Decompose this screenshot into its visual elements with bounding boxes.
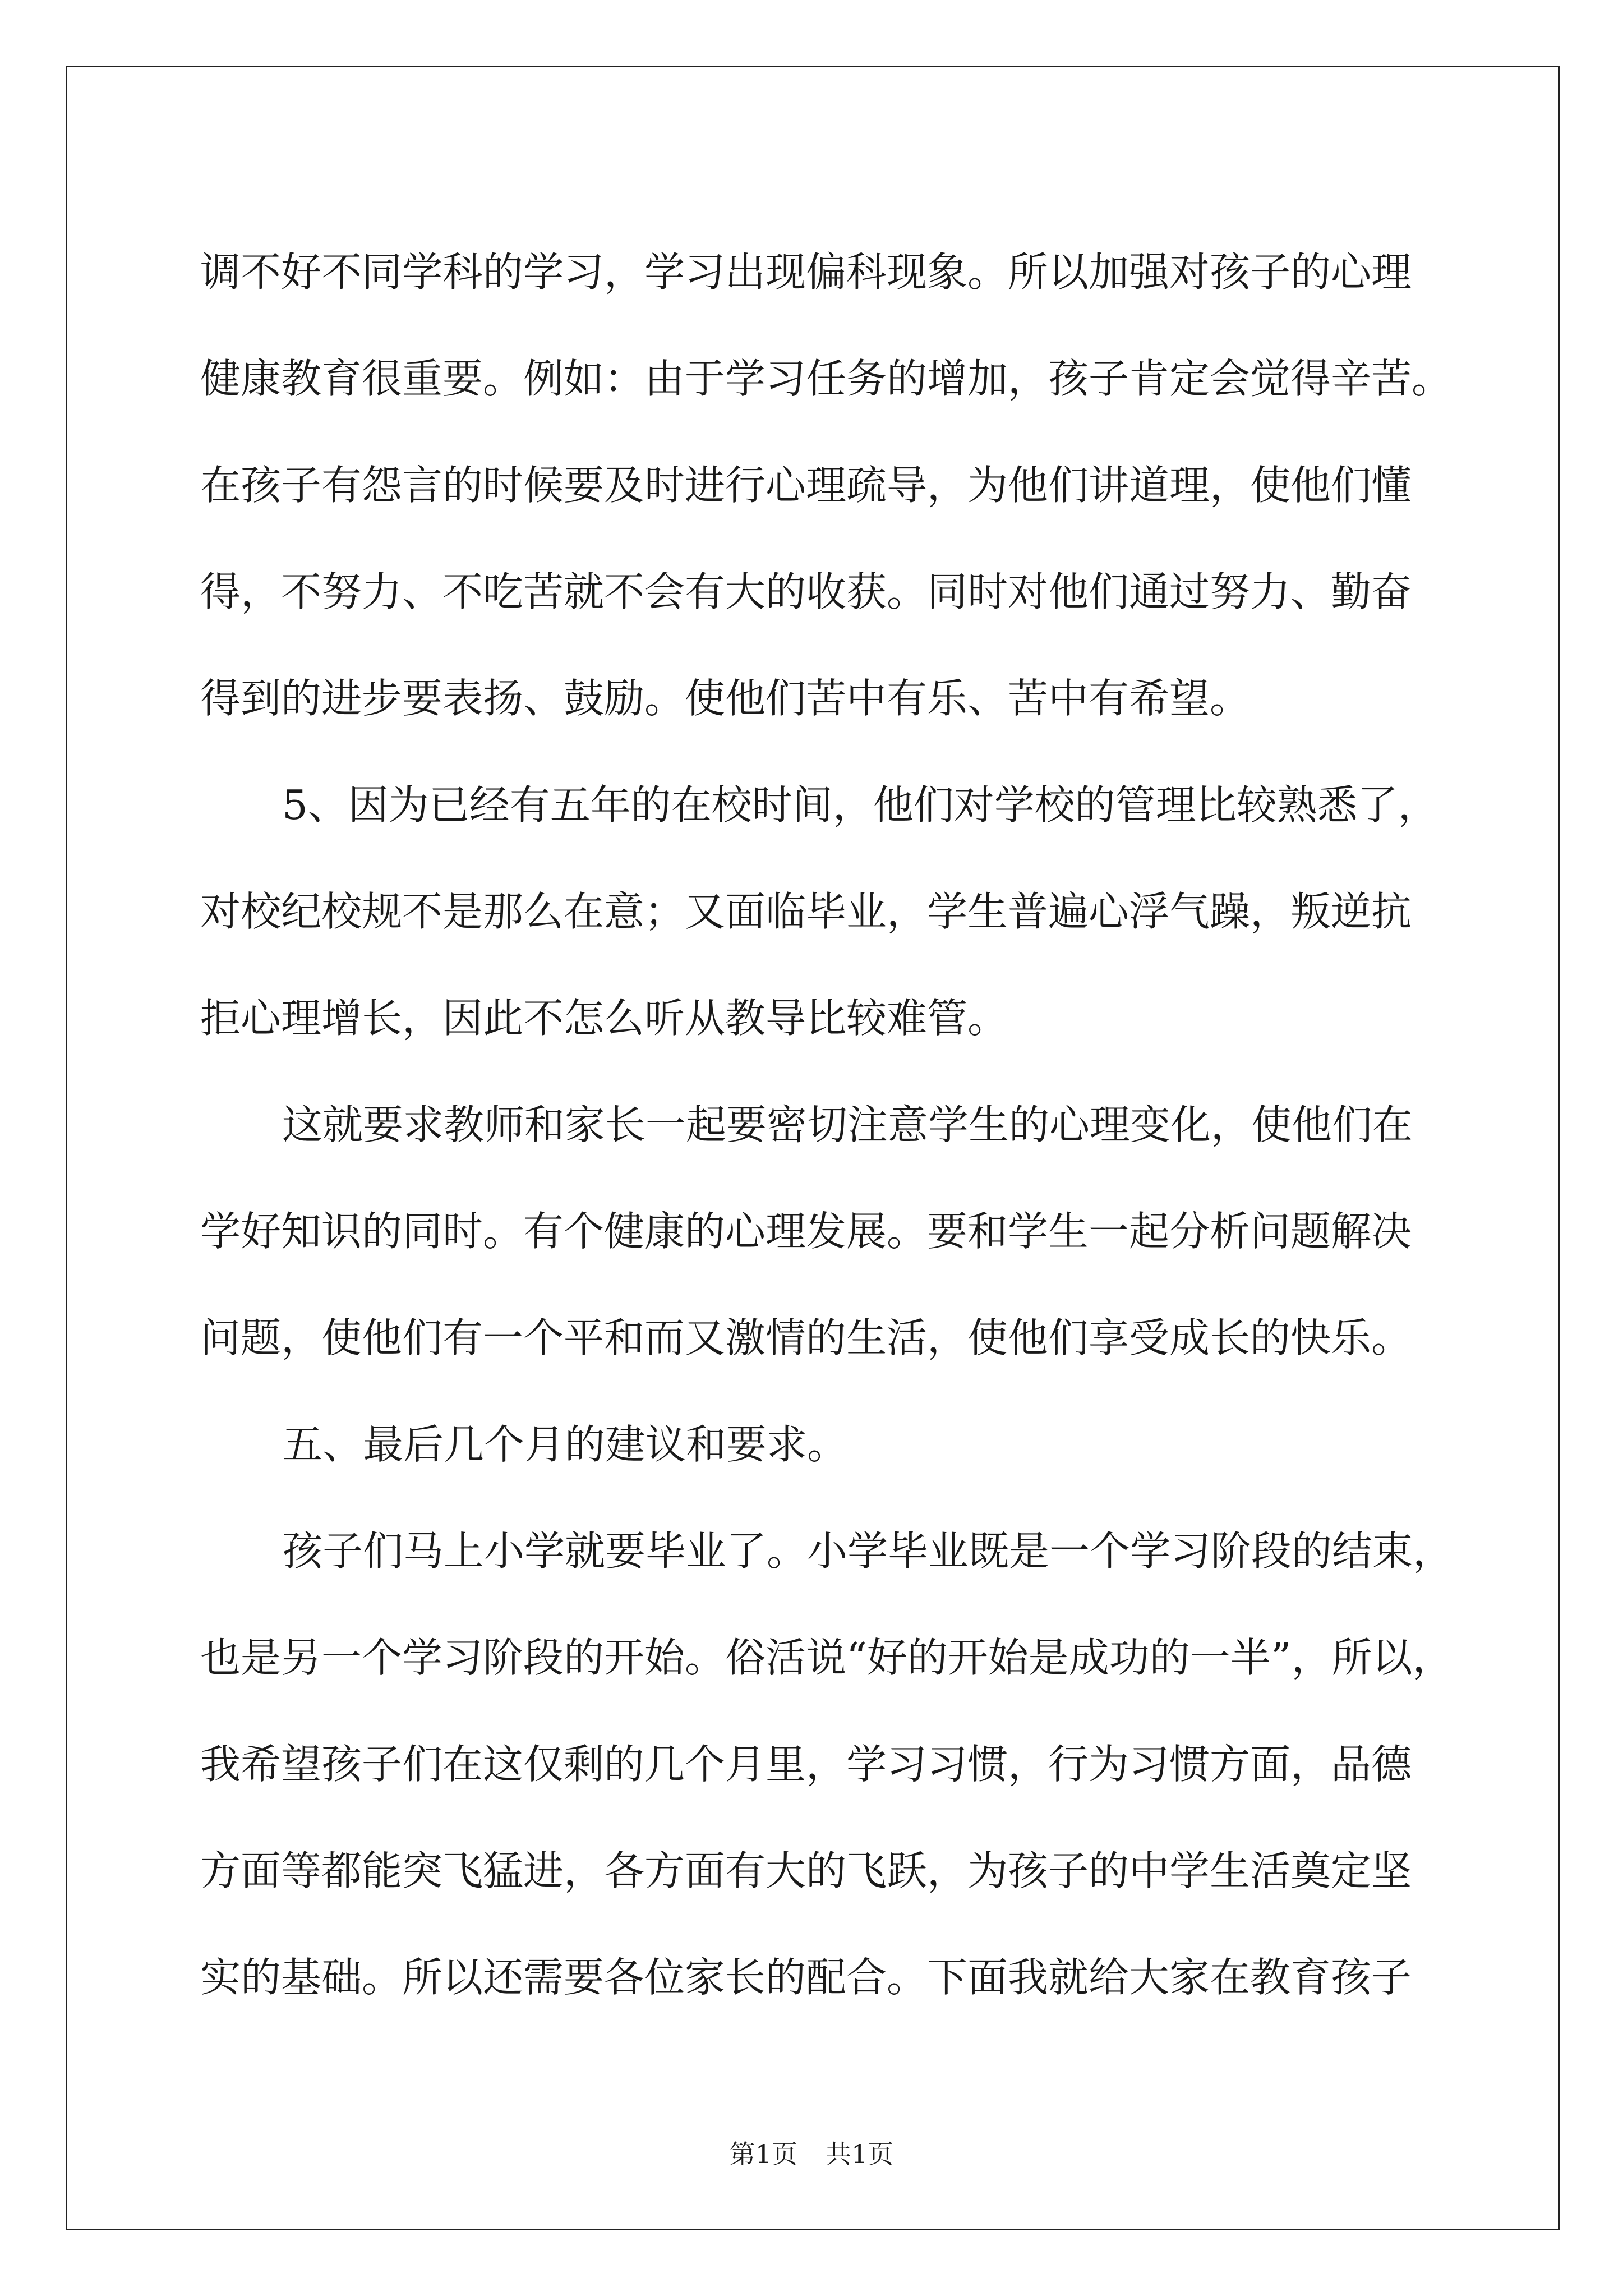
page-total: 共1页 [826, 2139, 894, 2169]
text-line: 这就要求教师和家长一起要密切注意学生的心理变化，使他们在 [282, 1101, 1413, 1148]
text-line: 也是另一个学习阶段的开始。俗活说“好的开始是成功的一半”，所以， [200, 1634, 1453, 1681]
text-line: 调不好不同学科的学习，学习出现偏科现象。所以加强对孩子的心理 [200, 249, 1412, 296]
text-line: 我希望孩子们在这仅剩的几个月里，学习习惯，行为习惯方面，品德 [200, 1741, 1412, 1788]
text-line: 健康教育很重要。例如：由于学习任务的增加，孩子肯定会觉得辛苦。 [200, 355, 1453, 402]
text-line: 5、因为已经有五年的在校时间，他们对学校的管理比较熟悉了， [282, 781, 1438, 829]
page-footer [0, 2134, 1623, 2171]
text-line: 问题，使他们有一个平和而又激情的生活，使他们享受成长的快乐。 [200, 1314, 1412, 1361]
text-line: 拒心理增长，因此不怎么听从教导比较难管。 [200, 995, 1008, 1042]
text-line: 实的基础。所以还需要各位家长的配合。下面我就给大家在教育孩子 [200, 1954, 1412, 2001]
text-line: 学好知识的同时。有个健康的心理发展。要和学生一起分析问题解决 [200, 1208, 1412, 1255]
text-line: 五、最后几个月的建议和要求。 [282, 1421, 848, 1468]
document-body [200, 219, 1454, 2031]
text-line: 孩子们马上小学就要毕业了。小学毕业既是一个学习阶段的结束， [282, 1527, 1454, 1575]
text-line: 得，不努力、不吃苦就不会有大的收获。同时对他们通过努力、勤奋 [200, 568, 1412, 615]
text-line: 方面等都能突飞猛进，各方面有大的飞跃，为孩子的中学生活奠定坚 [200, 1847, 1412, 1894]
page-number: 第1页 [729, 2139, 797, 2169]
text-line: 对校纪校规不是那么在意；又面临毕业，学生普遍心浮气躁，叛逆抗 [200, 888, 1412, 935]
text-line: 得到的进步要表扬、鼓励。使他们苦中有乐、苦中有希望。 [200, 675, 1251, 722]
text-line: 在孩子有怨言的时候要及时进行心理疏导，为他们讲道理，使他们懂 [200, 462, 1412, 509]
